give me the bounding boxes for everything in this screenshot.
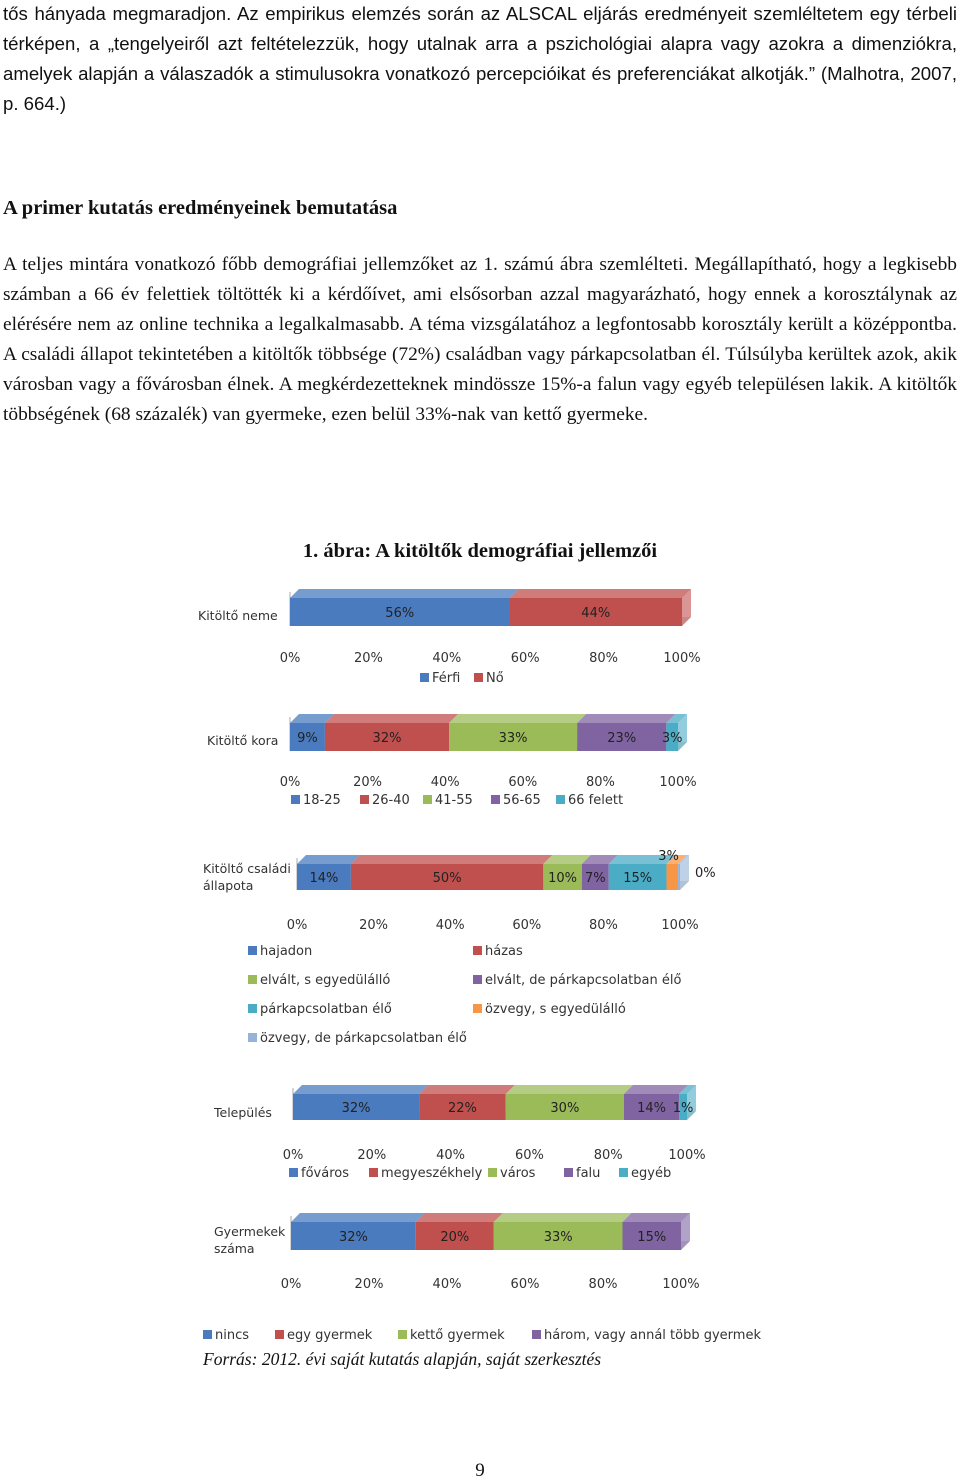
bar-segment-top [624, 1085, 688, 1094]
bar-segment-top [449, 714, 586, 723]
section-heading: A primer kutatás eredményeinek bemutatása [3, 197, 398, 219]
x-tick-label: 100% [661, 918, 699, 933]
x-tick-label: 20% [359, 918, 389, 933]
legend-entry: elvált, de párkapcsolatban élő [485, 973, 682, 988]
bar-segment-top [506, 1085, 633, 1094]
x-tick-label: 100% [659, 775, 697, 790]
legend-swatch [275, 1330, 284, 1339]
data-label: 56% [385, 606, 415, 621]
figure-source: Forrás: 2012. évi saját kutatás alapján, saját szerkesztés [203, 1349, 602, 1369]
x-tick-label: 40% [432, 1277, 462, 1292]
category-label: Kitöltő családi állapota [203, 861, 291, 893]
data-label: 32% [341, 1101, 371, 1116]
x-tick-label: 60% [514, 1148, 544, 1163]
category-label: Gyermekek száma [214, 1224, 286, 1256]
category-label: Kitöltő kora [207, 733, 279, 748]
x-tick-label: 60% [510, 651, 540, 666]
legend-entry: 41-55 [435, 793, 473, 808]
legend-swatch [532, 1330, 541, 1339]
legend-entry: özvegy, de párkapcsolatban élő [260, 1031, 467, 1046]
data-label: 33% [498, 731, 528, 746]
bar-segment-top [416, 1213, 503, 1222]
legend-swatch [473, 975, 482, 984]
bar-segment-top [290, 589, 519, 598]
intro-paragraph: tős hányada megmaradjon. Az empirikus elemzés során az ALSCAL eljárás eredményeit szemléltetem egy térbeli térképen, a „tengelyeiről azt feltételezzük, hogy utalnak arra a pszichológiai alapra vagy azokra a dimenziókra, amelyek alapján a válaszadók a stimulusokra vonatkozó percepcióikat és preferenciákat alkotják.” (Malhotra, 2007, p. 664.) [3, 3, 957, 114]
legend-entry: megyeszékhely [381, 1166, 483, 1181]
x-tick-label: 20% [357, 1148, 387, 1163]
demographic-chart-4 [213, 1085, 706, 1181]
legend-swatch [619, 1168, 628, 1177]
x-tick-label: 0% [279, 651, 301, 666]
x-tick-label: 80% [588, 1277, 618, 1292]
category-label: Kitöltő neme [198, 608, 278, 623]
x-tick-label: 100% [663, 651, 701, 666]
legend-swatch [474, 673, 483, 682]
legend-swatch [564, 1168, 573, 1177]
x-tick-label: 60% [510, 1277, 540, 1292]
legend-entry: Férfi [432, 671, 461, 686]
data-label: 1% [672, 1101, 694, 1116]
legend-swatch [556, 795, 565, 804]
bar-segment-top [623, 1213, 691, 1222]
legend-swatch [473, 946, 482, 955]
data-label: 7% [585, 871, 606, 886]
data-label: 23% [607, 731, 637, 746]
x-tick-label: 0% [286, 918, 308, 933]
legend-swatch [420, 673, 429, 682]
legend-swatch [369, 1168, 378, 1177]
legend-entry: házas [485, 944, 523, 959]
category-label: Település [214, 1105, 272, 1120]
x-tick-label: 80% [589, 651, 619, 666]
demographic-chart-5 [203, 1213, 761, 1343]
data-label: 9% [297, 731, 318, 746]
data-label: 14% [309, 871, 339, 886]
legend-entry: nincs [215, 1328, 250, 1343]
data-label: 44% [581, 606, 611, 621]
data-label: 30% [550, 1101, 580, 1116]
legend-entry: 26-40 [372, 793, 410, 808]
bar-segment-top [297, 855, 360, 864]
demographic-chart-3 [203, 849, 716, 1046]
legend-entry: hajadon [260, 944, 313, 959]
x-tick-label: 80% [593, 1148, 623, 1163]
legend-swatch [423, 795, 432, 804]
data-label: 10% [548, 871, 578, 886]
legend-entry: város [500, 1166, 536, 1181]
bar-segment-top [577, 714, 675, 723]
figure-title: 1. ábra: A kitöltők demográfiai jellemzői [302, 540, 658, 562]
data-label: 15% [637, 1230, 667, 1245]
data-label: 3% [661, 731, 683, 746]
legend-entry: 18-25 [303, 793, 341, 808]
bar-segment-top [291, 1213, 425, 1222]
legend-swatch [203, 1330, 212, 1339]
bar-segment [678, 864, 680, 890]
legend-swatch [491, 795, 500, 804]
data-label: 0% [695, 866, 716, 881]
data-label: 20% [440, 1230, 470, 1245]
data-label: 15% [623, 871, 653, 886]
bar-segment-top [325, 714, 458, 723]
legend-entry: egyéb [631, 1166, 672, 1181]
bar-segment-top [419, 1085, 515, 1094]
bar-segment-top [351, 855, 552, 864]
data-label: 14% [637, 1101, 666, 1116]
results-paragraph: A teljes mintára vonatkozó főbb demográfiai jellemzőket az 1. számú ábra szemlélteti. Megállapítható, hogy a legkisebb számban a 66 év felettiek töltötték ki a kérdőívet, ami elsősorban azzal magyarázható, hogy ennek a korosztálynak az elérésére nem az online technika a legalkalmasabb. A téma vizsgálatához a legfontosabb korosztály került a középpontba. A családi állapot tekintetében a kitöltők többsége (72%) családban vagy párkapcsolatban él. Túlsúlyba kerültek azok, akik városban vagy a fővárosban élnek. A megkérdezetteknek mindössze 15%-a falun vagy egyéb településen lakik. A kitöltők többségének (68 százalék) van gyermeke, ezen belül 33%-nak van kettő gyermeke. [3, 254, 957, 425]
legend-swatch [473, 1004, 482, 1013]
x-tick-label: 0% [280, 1277, 302, 1292]
data-label: 3% [658, 849, 679, 864]
legend-swatch [488, 1168, 497, 1177]
legend-swatch [248, 1004, 257, 1013]
x-tick-label: 20% [353, 651, 383, 666]
x-tick-label: 100% [668, 1148, 706, 1163]
legend-entry: párkapcsolatban élő [260, 1002, 392, 1017]
data-label: 33% [543, 1230, 573, 1245]
legend-swatch [291, 795, 300, 804]
x-tick-label: 60% [508, 775, 538, 790]
data-label: 32% [372, 731, 402, 746]
x-tick-label: 60% [512, 918, 542, 933]
x-tick-label: 80% [588, 918, 618, 933]
legend-entry: 56-65 [503, 793, 541, 808]
x-tick-label: 40% [436, 1148, 466, 1163]
x-tick-label: 40% [430, 775, 460, 790]
legend-entry: falu [576, 1166, 601, 1181]
legend-entry: Nő [486, 671, 504, 686]
legend-swatch [360, 795, 369, 804]
demographic-chart-1 [198, 589, 701, 686]
legend-swatch [289, 1168, 298, 1177]
x-tick-label: 80% [585, 775, 615, 790]
data-label: 50% [432, 871, 462, 886]
legend-swatch [248, 946, 257, 955]
x-tick-label: 20% [353, 775, 383, 790]
bar-segment-top [510, 589, 691, 598]
x-tick-label: 0% [279, 775, 301, 790]
legend-swatch [248, 975, 257, 984]
legend-entry: három, vagy annál több gyermek [544, 1328, 761, 1343]
demographic-chart-2 [207, 714, 697, 808]
legend-swatch [248, 1033, 257, 1042]
x-tick-label: 0% [282, 1148, 304, 1163]
legend-swatch [398, 1330, 407, 1339]
bar-segment-top [494, 1213, 632, 1222]
page-number: 9 [475, 1460, 485, 1481]
legend-entry: egy gyermek [287, 1328, 373, 1343]
legend-entry: kettő gyermek [410, 1328, 505, 1343]
legend-entry: 66 felett [568, 793, 624, 808]
x-tick-label: 20% [354, 1277, 384, 1292]
bar-segment [667, 864, 679, 890]
legend-entry: özvegy, s egyedülálló [485, 1002, 626, 1017]
data-label: 22% [447, 1101, 477, 1116]
x-tick-label: 40% [432, 651, 462, 666]
legend-entry: elvált, s egyedülálló [260, 973, 391, 988]
bar-segment-top [293, 1085, 428, 1094]
data-label: 32% [338, 1230, 368, 1245]
legend-entry: főváros [301, 1166, 349, 1181]
x-tick-label: 40% [435, 918, 465, 933]
x-tick-label: 100% [662, 1277, 700, 1292]
